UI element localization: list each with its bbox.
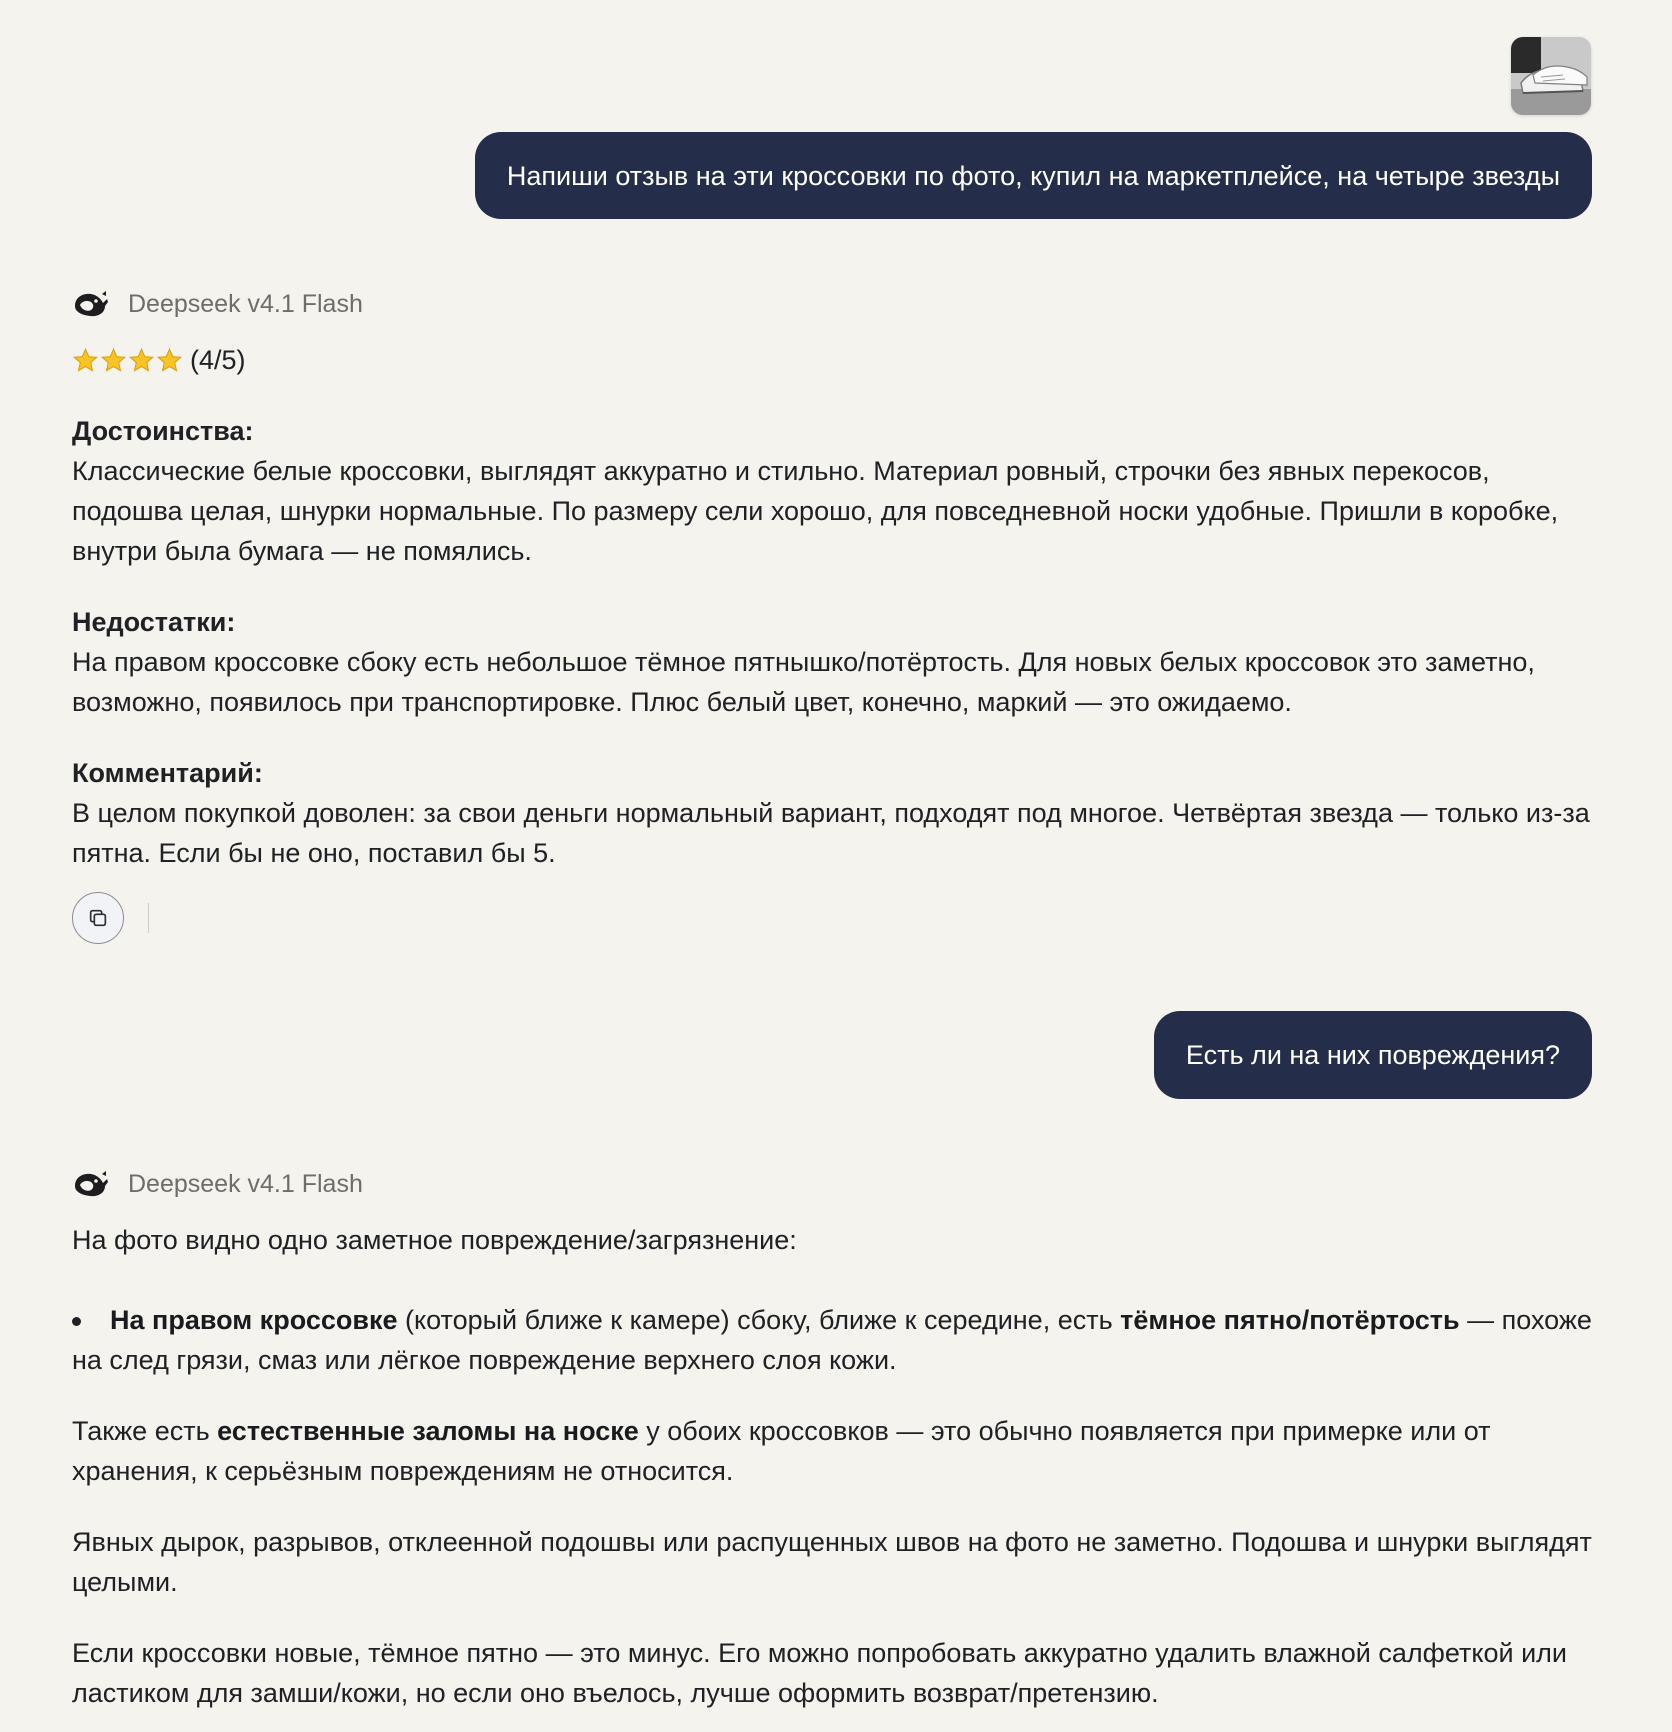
user-message-bubble xyxy=(475,132,1592,219)
message-actions xyxy=(72,892,149,944)
assistant-header xyxy=(72,1166,363,1202)
text-span: — похоже на след грязи, смаз или лёгкое повреждение верхнего слоя кожи. xyxy=(72,1305,1592,1375)
paragraph: Если кроссовки новые, тёмное пятно — это минус. Его можно попробовать аккуратно удалить влажной салфеткой или ластиком для замши/кожи, но если оно въелось, лучше оформить возврат/претензию. xyxy=(72,1638,1567,1708)
rating-label: (4/5) xyxy=(190,345,246,375)
deepseek-whale-icon xyxy=(72,1169,110,1199)
text-span: Также есть xyxy=(72,1416,218,1446)
text-span: (который ближе к камере) сбоку, ближе к середине, есть xyxy=(397,1305,1121,1335)
model-name: Deepseek v4.1 Flash xyxy=(128,289,363,318)
user-message-text: Напиши отзыв на эти кроссовки по фото, купил на маркетплейсе, на четыре звезды xyxy=(506,160,1560,191)
star-icon xyxy=(72,347,99,374)
assistant-header xyxy=(72,286,363,322)
user-message-bubble xyxy=(1154,1011,1592,1099)
copy-button[interactable] xyxy=(72,892,124,944)
assistant-message xyxy=(72,340,1592,873)
bold-text: тёмное пятно/потёртость xyxy=(1120,1305,1460,1335)
list-item xyxy=(72,1300,1592,1380)
review-section-cons xyxy=(72,602,1592,722)
section-text: На правом кроссовке сбоку есть небольшое тёмное пятнышко/потёртость. Для новых белых кроссовок это заметно, возможно, появилось при транспортировке. Плюс белый цвет, конечно, маркий — это ожидаемо. xyxy=(72,647,1535,717)
section-heading: Комментарий: xyxy=(72,758,263,788)
star-icon xyxy=(128,347,155,374)
model-name: Deepseek v4.1 Flash xyxy=(128,1169,363,1198)
section-heading: Недостатки: xyxy=(72,607,236,637)
review-section-pros xyxy=(72,411,1592,571)
rating xyxy=(72,340,1592,380)
actions-divider xyxy=(148,903,149,933)
bold-text: естественные заломы на носке xyxy=(217,1416,639,1446)
paragraph: Явных дырок, разрывов, отклеенной подошвы или распущенных швов на фото не заметно. Подошва и шнурки выглядят целыми. xyxy=(72,1527,1592,1597)
reply-intro: На фото видно одно заметное повреждение/загрязнение: xyxy=(72,1225,797,1255)
paragraph xyxy=(72,1411,1592,1491)
star-icon xyxy=(100,347,127,374)
sneakers-photo-thumbnail xyxy=(1511,37,1591,115)
damage-list xyxy=(72,1300,1592,1380)
section-text: В целом покупкой доволен: за свои деньги нормальный вариант, подходят под многое. Четвёртая звезда — только из-за пятна. Если бы не оно, поставил бы 5. xyxy=(72,798,1590,868)
section-heading: Достоинства: xyxy=(72,416,254,446)
star-rating xyxy=(72,347,184,374)
bold-text: На правом кроссовке xyxy=(110,1305,398,1335)
text-span: у обоих кроссовков — это обычно появляется при примерке или от хранения, к серьёзным повреждениям не относится. xyxy=(72,1416,1491,1486)
deepseek-whale-icon xyxy=(72,289,110,319)
star-icon xyxy=(156,347,183,374)
attachment-thumbnail[interactable] xyxy=(1511,37,1591,115)
copy-icon xyxy=(87,907,109,929)
section-text: Классические белые кроссовки, выглядят аккуратно и стильно. Материал ровный, строчки без явных перекосов, подошва целая, шнурки нормальные. По размеру сели хорошо, для повседневной носки удобные. Пришли в коробке, внутри была бумага — не помялись. xyxy=(72,456,1559,566)
user-message-text: Есть ли на них повреждения? xyxy=(1185,1040,1560,1070)
bullet-dot xyxy=(72,1317,81,1326)
review-section-comment xyxy=(72,753,1592,873)
assistant-message xyxy=(72,1220,1592,1713)
